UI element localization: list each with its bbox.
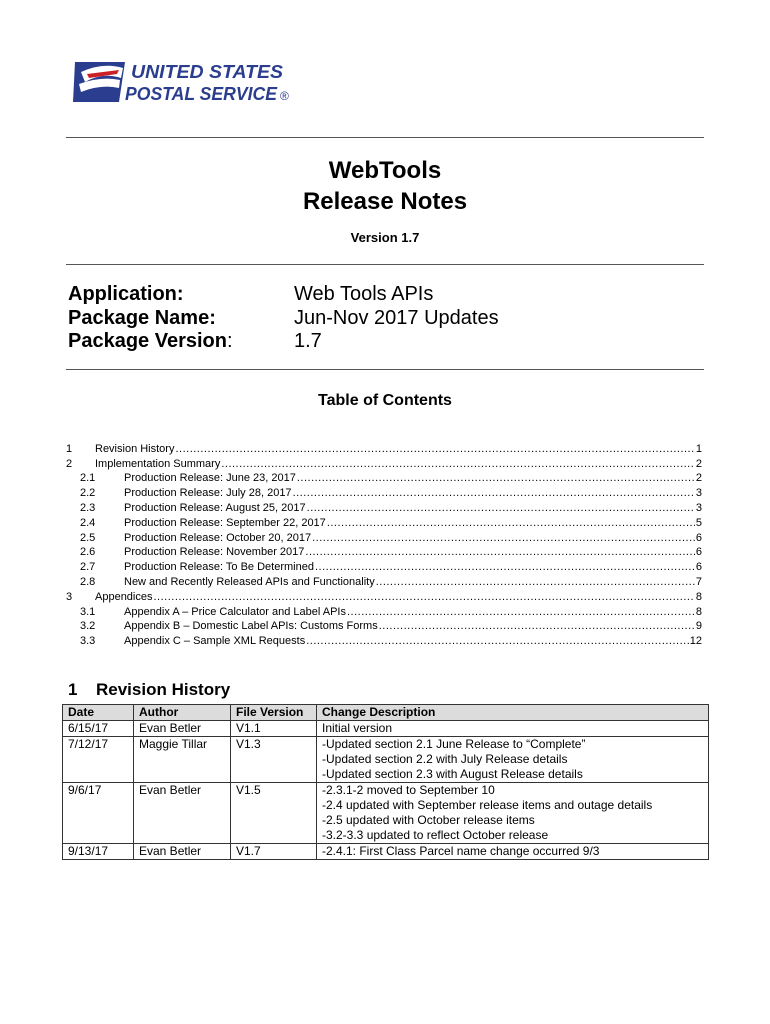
toc-entry-number: 2.3 <box>80 501 96 514</box>
toc-entry-title: Production Release: To Be Determined <box>124 561 314 574</box>
toc-entry-page: 3 <box>695 501 702 514</box>
toc-dot-leader <box>376 575 695 589</box>
revision-change: -2.4.1: First Class Parcel name change occurred 9/3 <box>317 844 709 860</box>
table-of-contents <box>66 441 702 648</box>
table-row <box>63 737 709 753</box>
toc-entry-number: 2.4 <box>80 516 96 529</box>
toc-entry-number: 1 <box>66 442 73 455</box>
toc-entry[interactable] <box>66 589 702 604</box>
revision-change: -2.3.1-2 moved to September 10 <box>317 783 709 799</box>
table-row <box>63 767 709 783</box>
logo-line-1: UNITED STATES <box>131 62 283 82</box>
toc-entry[interactable] <box>66 471 702 486</box>
toc-entry-page: 7 <box>695 575 702 588</box>
toc-entry-page: 3 <box>695 487 702 500</box>
toc-entry-title: Production Release: August 25, 2017 <box>124 501 306 514</box>
toc-entry-number: 2.2 <box>80 487 96 500</box>
toc-entry-title: Implementation Summary <box>95 457 221 470</box>
toc-entry-page: 1 <box>695 442 702 455</box>
toc-entry[interactable] <box>66 559 702 574</box>
toc-dot-leader <box>347 605 695 619</box>
toc-entry-number: 2.8 <box>80 575 96 588</box>
toc-entry[interactable] <box>66 545 702 560</box>
revision-author: Evan Betler <box>134 783 231 799</box>
revision-change: -Updated section 2.2 with July Release details <box>317 752 709 767</box>
toc-entry-page: 12 <box>689 635 702 648</box>
toc-entry[interactable] <box>66 619 702 634</box>
toc-entry[interactable] <box>66 456 702 471</box>
toc-dot-leader <box>306 634 689 648</box>
toc-entry-title: New and Recently Released APIs and Functionality <box>124 575 375 588</box>
divider-meta-bottom <box>66 369 704 370</box>
table-row <box>63 783 709 799</box>
revision-file-version: V1.3 <box>231 737 317 753</box>
revision-date: 9/6/17 <box>63 783 134 799</box>
revision-heading-number: 1 <box>68 680 78 699</box>
toc-dot-leader <box>327 516 695 530</box>
toc-entry[interactable] <box>66 485 702 500</box>
revision-heading-text: Revision History <box>96 680 231 699</box>
logo-line-2: POSTAL SERVICE <box>125 84 278 104</box>
toc-entry[interactable] <box>66 530 702 545</box>
logo-registered-mark: ® <box>280 89 289 103</box>
table-row <box>63 798 709 813</box>
toc-entry-page: 2 <box>695 472 702 485</box>
revision-file-version <box>231 767 317 783</box>
toc-dot-leader <box>175 442 694 456</box>
toc-entry[interactable] <box>66 515 702 530</box>
toc-entry-title: Production Release: November 2017 <box>124 546 305 559</box>
toc-entry-title: Revision History <box>95 442 175 455</box>
revision-file-version <box>231 752 317 767</box>
toc-entry-title: Production Release: October 20, 2017 <box>124 531 312 544</box>
toc-entry-title: Production Release: September 22, 2017 <box>124 516 326 529</box>
table-row <box>63 828 709 844</box>
toc-entry[interactable] <box>66 574 702 589</box>
toc-entry-page: 6 <box>695 546 702 559</box>
package-version-label-colon: : <box>226 330 233 352</box>
toc-entry-title: Production Release: June 23, 2017 <box>124 472 296 485</box>
revision-change: Initial version <box>317 721 709 737</box>
toc-entry-title: Appendix A – Price Calculator and Label APIs <box>124 605 346 618</box>
revision-date: 6/15/17 <box>63 721 134 737</box>
revision-author <box>134 828 231 844</box>
toc-entry-page: 2 <box>695 457 702 470</box>
column-header-file-version: File Version <box>231 705 317 721</box>
revision-author: Evan Betler <box>134 844 231 860</box>
toc-entry[interactable] <box>66 633 702 648</box>
revision-date <box>63 798 134 813</box>
revision-date: 9/13/17 <box>63 844 134 860</box>
revision-history-table <box>62 704 709 860</box>
revision-history-heading <box>68 680 230 700</box>
revision-date: 7/12/17 <box>63 737 134 753</box>
eagle-logo-icon <box>73 62 125 102</box>
toc-dot-leader <box>315 560 695 574</box>
toc-dot-leader <box>307 501 695 515</box>
toc-entry-number: 2 <box>66 457 73 470</box>
revision-file-version <box>231 813 317 828</box>
document-title-line2: Release Notes <box>302 188 468 215</box>
column-header-date: Date <box>63 705 134 721</box>
toc-entry-page: 8 <box>695 605 702 618</box>
divider-meta-top <box>66 264 704 265</box>
toc-entry[interactable] <box>66 441 702 456</box>
toc-entry-page: 8 <box>695 590 702 603</box>
toc-entry-page: 5 <box>695 516 702 529</box>
toc-entry-number: 2.5 <box>80 531 96 544</box>
revision-author <box>134 767 231 783</box>
toc-entry-page: 6 <box>695 561 702 574</box>
package-version-label-text: Package Version <box>68 330 227 352</box>
package-name-label: Package Name: <box>68 307 216 329</box>
package-name-value: Jun-Nov 2017 Updates <box>294 307 499 329</box>
toc-entry-page: 9 <box>695 620 702 633</box>
revision-file-version: V1.7 <box>231 844 317 860</box>
toc-dot-leader <box>297 471 695 485</box>
revision-change: -2.5 updated with October release items <box>317 813 709 828</box>
revision-date <box>63 828 134 844</box>
revision-file-version: V1.1 <box>231 721 317 737</box>
table-row <box>63 813 709 828</box>
package-version-value: 1.7 <box>294 330 322 352</box>
table-row <box>63 752 709 767</box>
revision-author <box>134 813 231 828</box>
toc-entry[interactable] <box>66 604 702 619</box>
toc-entry-number: 2.6 <box>80 546 96 559</box>
toc-dot-leader <box>305 545 694 559</box>
revision-change: -Updated section 2.1 June Release to “Complete” <box>317 737 709 753</box>
column-header-author: Author <box>134 705 231 721</box>
toc-dot-leader <box>293 486 695 500</box>
toc-dot-leader <box>154 590 695 604</box>
revision-date <box>63 767 134 783</box>
application-value: Web Tools APIs <box>294 283 434 305</box>
toc-entry-title: Appendix B – Domestic Label APIs: Customs Forms <box>124 620 378 633</box>
package-version-label <box>68 329 233 353</box>
toc-entry-title: Production Release: July 28, 2017 <box>124 487 292 500</box>
application-label: Application: <box>68 283 184 305</box>
toc-entry-number: 3.2 <box>80 620 96 633</box>
revision-author <box>134 752 231 767</box>
toc-entry-page: 6 <box>695 531 702 544</box>
toc-entry-number: 3 <box>66 590 73 603</box>
revision-date <box>63 752 134 767</box>
toc-dot-leader <box>221 457 695 471</box>
toc-entry[interactable] <box>66 500 702 515</box>
table-row <box>63 721 709 737</box>
toc-entry-number: 2.7 <box>80 561 96 574</box>
revision-author <box>134 798 231 813</box>
toc-title: Table of Contents <box>318 392 452 409</box>
document-version: Version 1.7 <box>350 230 420 245</box>
revision-date <box>63 813 134 828</box>
revision-file-version: V1.5 <box>231 783 317 799</box>
toc-entry-number: 3.3 <box>80 635 96 648</box>
revision-file-version <box>231 828 317 844</box>
divider-top <box>66 137 704 138</box>
toc-entry-title: Appendices <box>95 590 153 603</box>
revision-table-header-row <box>63 705 709 721</box>
revision-file-version <box>231 798 317 813</box>
column-header-change-description: Change Description <box>317 705 709 721</box>
toc-dot-leader <box>312 531 695 545</box>
toc-entry-number: 2.1 <box>80 472 96 485</box>
revision-change: -2.4 updated with September release items and outage details <box>317 798 709 813</box>
usps-logo <box>73 58 299 106</box>
revision-author: Maggie Tillar <box>134 737 231 753</box>
table-row <box>63 844 709 860</box>
revision-change: -Updated section 2.3 with August Release details <box>317 767 709 783</box>
revision-change: -3.2-3.3 updated to reflect October release <box>317 828 709 844</box>
toc-entry-number: 3.1 <box>80 605 96 618</box>
document-title-line1: WebTools <box>328 157 442 184</box>
revision-author: Evan Betler <box>134 721 231 737</box>
toc-entry-title: Appendix C – Sample XML Requests <box>124 635 306 648</box>
toc-dot-leader <box>379 619 695 633</box>
